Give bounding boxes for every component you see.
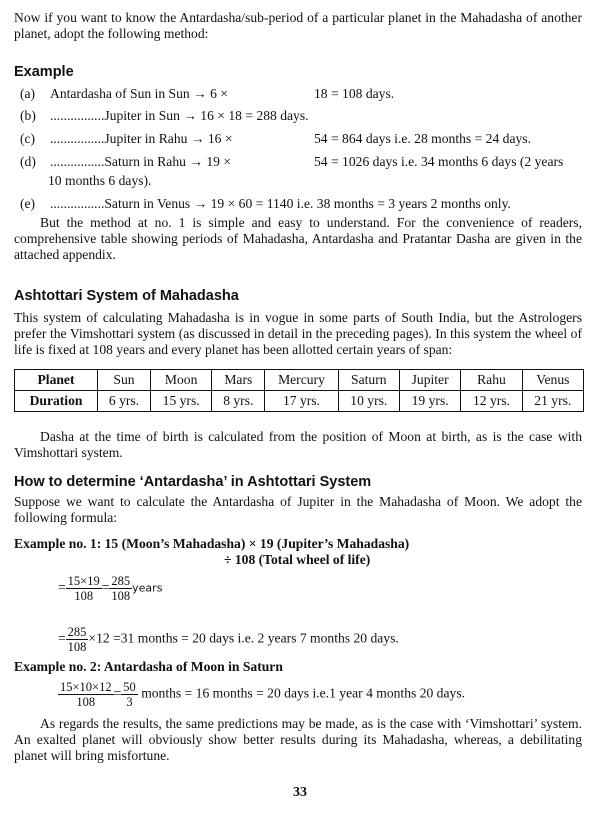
table-cell: 17 yrs. (265, 391, 338, 412)
planet-duration-table (14, 369, 584, 412)
table-cell: Moon (150, 370, 211, 391)
equation-1: = $\frac{15\times 19}{108}$ = $\frac{285}{108}$ years (58, 574, 163, 603)
example1-title: Example no. 1: 15 (Moon’s Mahadasha) × 19 (Jupiter’s Mahadasha) (14, 536, 410, 551)
determine-heading: How to determine ‘Antardasha’ in Ashtottari System (14, 474, 372, 490)
table-cell: Mars (212, 370, 265, 391)
determine-paragraph: Suppose we want to calculate the Antardasha of Jupiter in the Mahadasha of Moon. We adopt the following formula: (14, 494, 582, 525)
table-cell: Venus (522, 370, 583, 391)
example-label: (b) (20, 108, 36, 123)
fraction: $\frac{50}{3}$ (123, 680, 136, 709)
example-line-e (14, 196, 594, 212)
example-line-b (14, 108, 594, 124)
convenience-paragraph: But the method at no. 1 is simple and easy to understand. For the convenience of readers, comprehensive table showing periods of Mahadasha, Antardasha and Pratantar Dasha are given in the attached appendix. (14, 215, 582, 262)
fraction: $\frac{285}{108}$ (111, 574, 131, 603)
ashtottari-paragraph: This system of calculating Mahadasha is in vogue in some parts of South India, but the Astrologers prefer the Vimshottari system (as discussed in detail in the preceding pages). In this system the wheel of life is fixed at 108 years and every planet has been allotted certain years of span: (14, 310, 582, 357)
example-left: Antardasha of Sun in Sun → 6 × (50, 86, 228, 101)
table-cell: Mercury (265, 370, 338, 391)
ashtottari-heading: Ashtottari System of Mahadasha (14, 288, 239, 304)
example1-subtitle: ÷ 108 (Total wheel of life) (224, 552, 371, 567)
example2-title: Example no. 2: Antardasha of Moon in Saturn (14, 659, 283, 674)
table-row (15, 391, 584, 412)
table-cell: Saturn (338, 370, 399, 391)
example-right: 18 = 108 days. (314, 86, 395, 101)
fraction: $\frac{15\times 19}{108}$ (67, 574, 100, 603)
example-line-a (14, 86, 594, 102)
equation-2: = $\frac{285}{108}$ ×12 =31 months = 20 days i.e. 2 years 7 months 20 days. (58, 625, 399, 654)
duration-header-cell: Duration (15, 391, 98, 412)
example-left: ................Saturn in Venus → 19 × 60 = 1140 i.e. 38 months = 3 years 2 months only. (50, 196, 511, 211)
table-cell: 19 yrs. (399, 391, 460, 412)
table-cell: 8 yrs. (212, 391, 265, 412)
example-left: ................Jupiter in Sun → 16 × 18 = 288 days. (50, 108, 309, 123)
example-label: (a) (20, 86, 36, 101)
example-heading: Example (14, 64, 74, 80)
example-label: (e) (20, 196, 36, 211)
table-cell: 21 yrs. (522, 391, 583, 412)
planet-header-cell: Planet (15, 370, 98, 391)
fraction: $\frac{285}{108}$ (67, 625, 87, 654)
example-line-d (14, 154, 594, 170)
example-right: 54 = 864 days i.e. 28 months = 24 days. (314, 131, 531, 146)
example-d-continuation: 10 months 6 days). (48, 173, 152, 188)
equation-3: $\frac{15\times 10\times 12}{108}$ = $\frac{50}{3}$ months = 16 months = 20 days i.e.1 year 4 months 20 days. (60, 680, 466, 709)
example-line-c (14, 131, 594, 147)
table-cell: Sun (98, 370, 151, 391)
equation-2-result: months = 20 days i.e. 2 years 7 months 20 days. (137, 630, 399, 646)
unit-handwritten: years (132, 581, 163, 595)
fraction: $\frac{15\times 10\times 12}{108}$ (60, 680, 112, 709)
table-cell: 10 yrs. (338, 391, 399, 412)
table-cell: 6 yrs. (98, 391, 151, 412)
table-row (15, 370, 584, 391)
table-cell: 12 yrs. (461, 391, 522, 412)
intro-paragraph: Now if you want to know the Antardasha/sub-period of a particular planet in the Mahadasha of another planet, adopt the following method: (14, 10, 582, 41)
page-number: 33 (293, 785, 307, 800)
equation-3-result: months = 16 months = 20 days i.e.1 year 4 months 20 days. (141, 685, 466, 701)
table-cell: Jupiter (399, 370, 460, 391)
dasha-birth-paragraph: Dasha at the time of birth is calculated from the position of Moon at birth, as is the case with Vimshottari system. (14, 429, 582, 460)
results-paragraph: As regards the results, the same predictions may be made, as is the case with ‘Vimshottari’ system. An exalted planet will obviously show better results during its Mahadasha, whereas, a debilitating planet will bring misfortune. (14, 716, 582, 763)
table-cell: Rahu (461, 370, 522, 391)
example-right: 54 = 1026 days i.e. 34 months 6 days (2 years (314, 154, 564, 169)
example-label: (d) (20, 154, 36, 169)
example-left: ................Saturn in Rahu → 19 × (50, 154, 231, 169)
table-cell: 15 yrs. (150, 391, 211, 412)
example-label: (c) (20, 131, 36, 146)
example-left: ................Jupiter in Rahu → 16 × (50, 131, 233, 146)
